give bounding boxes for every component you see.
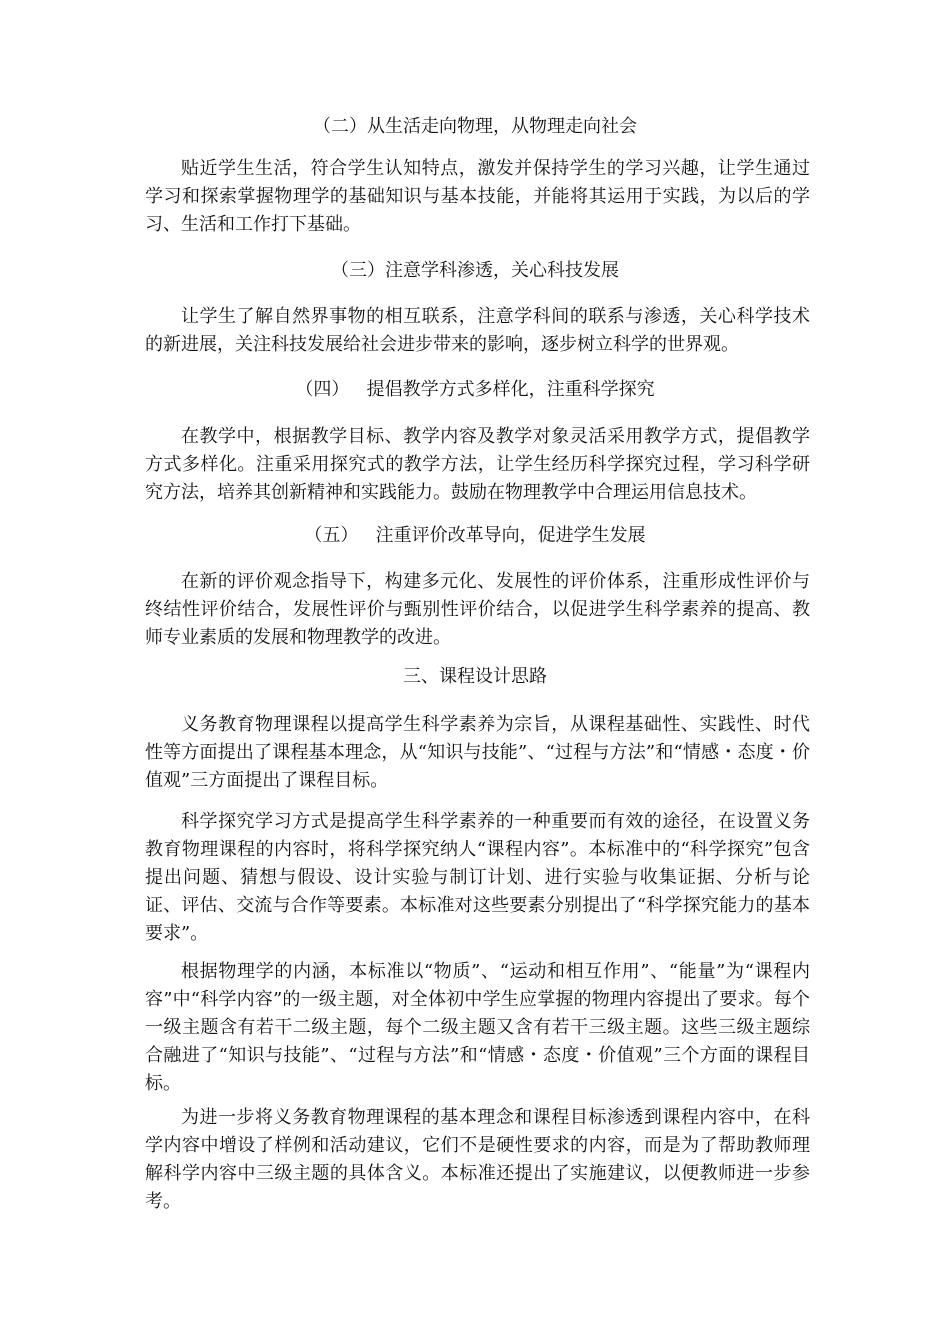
paragraph-3: 在教学中，根据教学目标、教学内容及教学对象灵活采用教学方式，提倡教学方式多样化。注重采用探究式的教学方法，让学生经历科学探究过程，学习科学研究方法，培养其创新精神和实践能力。鼓励在物理教学中合理运用信息技术。 [145,426,810,503]
paragraph-1: 贴近学生生活，符合学生认知特点，激发并保持学生的学习兴趣，让学生通过学习和探索掌握物理学的基础知识与基本技能，并能将其运用于实践，为以后的学习、生活和工作打下基础。 [145,158,810,235]
section-heading-3: （三）注意学科渗透，关心科技发展 [331,260,619,281]
paragraph-2: 让学生了解自然界事物的相互联系，注意学科间的联系与渗透，关心科学技术的新进展，关注科技发展给社会进步带来的影响，逐步树立科学的世界观。 [145,306,810,355]
chapter-heading-design-thinking: 三、课程设计思路 [403,666,547,687]
section-heading-5: （五） 注重评价改革导向，促进学生发展 [304,525,646,546]
section-heading-2: （二）从生活走向物理，从物理走向社会 [313,116,637,137]
paragraph-6: 科学探究学习方式是提高学生科学素养的一种重要而有效的途径，在设置义务教育物理课程的内容时，将科学探究纳人“课程内容”。本标准中的“科学探究”包含提出问题、猜想与假设、设计实验与制订计划、进行实验与收集证据、分析与论证、评估、交流与合作等要素。本标准对这些要素分别提出了“科学探究能力的基本要求”。 [145,811,810,944]
paragraph-7: 根据物理学的内涵，本标准以“物质”、“运动和相互作用”、“能量”为“课程内容”中“科学内容”的一级主题，对全体初中学生应掌握的物理内容提出了要求。每个一级主题含有若干二级主题，每个二级主题又含有若干三级主题。这些三级主题综合融进了“知识与技能”、“过程与方法”和“情感・态度・价值观”三个方面的课程目标。 [145,961,810,1094]
paragraph-5: 义务教育物理课程以提高学生科学素养为宗旨，从课程基础性、实践性、时代性等方面提出了课程基本理念，从“知识与技能”、“过程与方法”和“情感・态度・价值观”三方面提出了课程目标。 [145,714,810,791]
section-heading-4: （四） 提倡教学方式多样化，注重科学探究 [295,379,655,400]
paragraph-8: 为进一步将义务教育物理课程的基本理念和课程目标渗透到课程内容中，在科学内容中增设了样例和活动建议，它们不是硬性要求的内容，而是为了帮助教师理解科学内容中三级主题的具体含义。本标准还提出了实施建议，以便教师进一步参考。 [145,1107,810,1212]
paragraph-4: 在新的评价观念指导下，构建多元化、发展性的评价体系，注重形成性评价与终结性评价结合，发展性评价与甄别性评价结合，以促进学生科学素养的提高、教师专业素质的发展和物理教学的改进。 [145,571,810,648]
